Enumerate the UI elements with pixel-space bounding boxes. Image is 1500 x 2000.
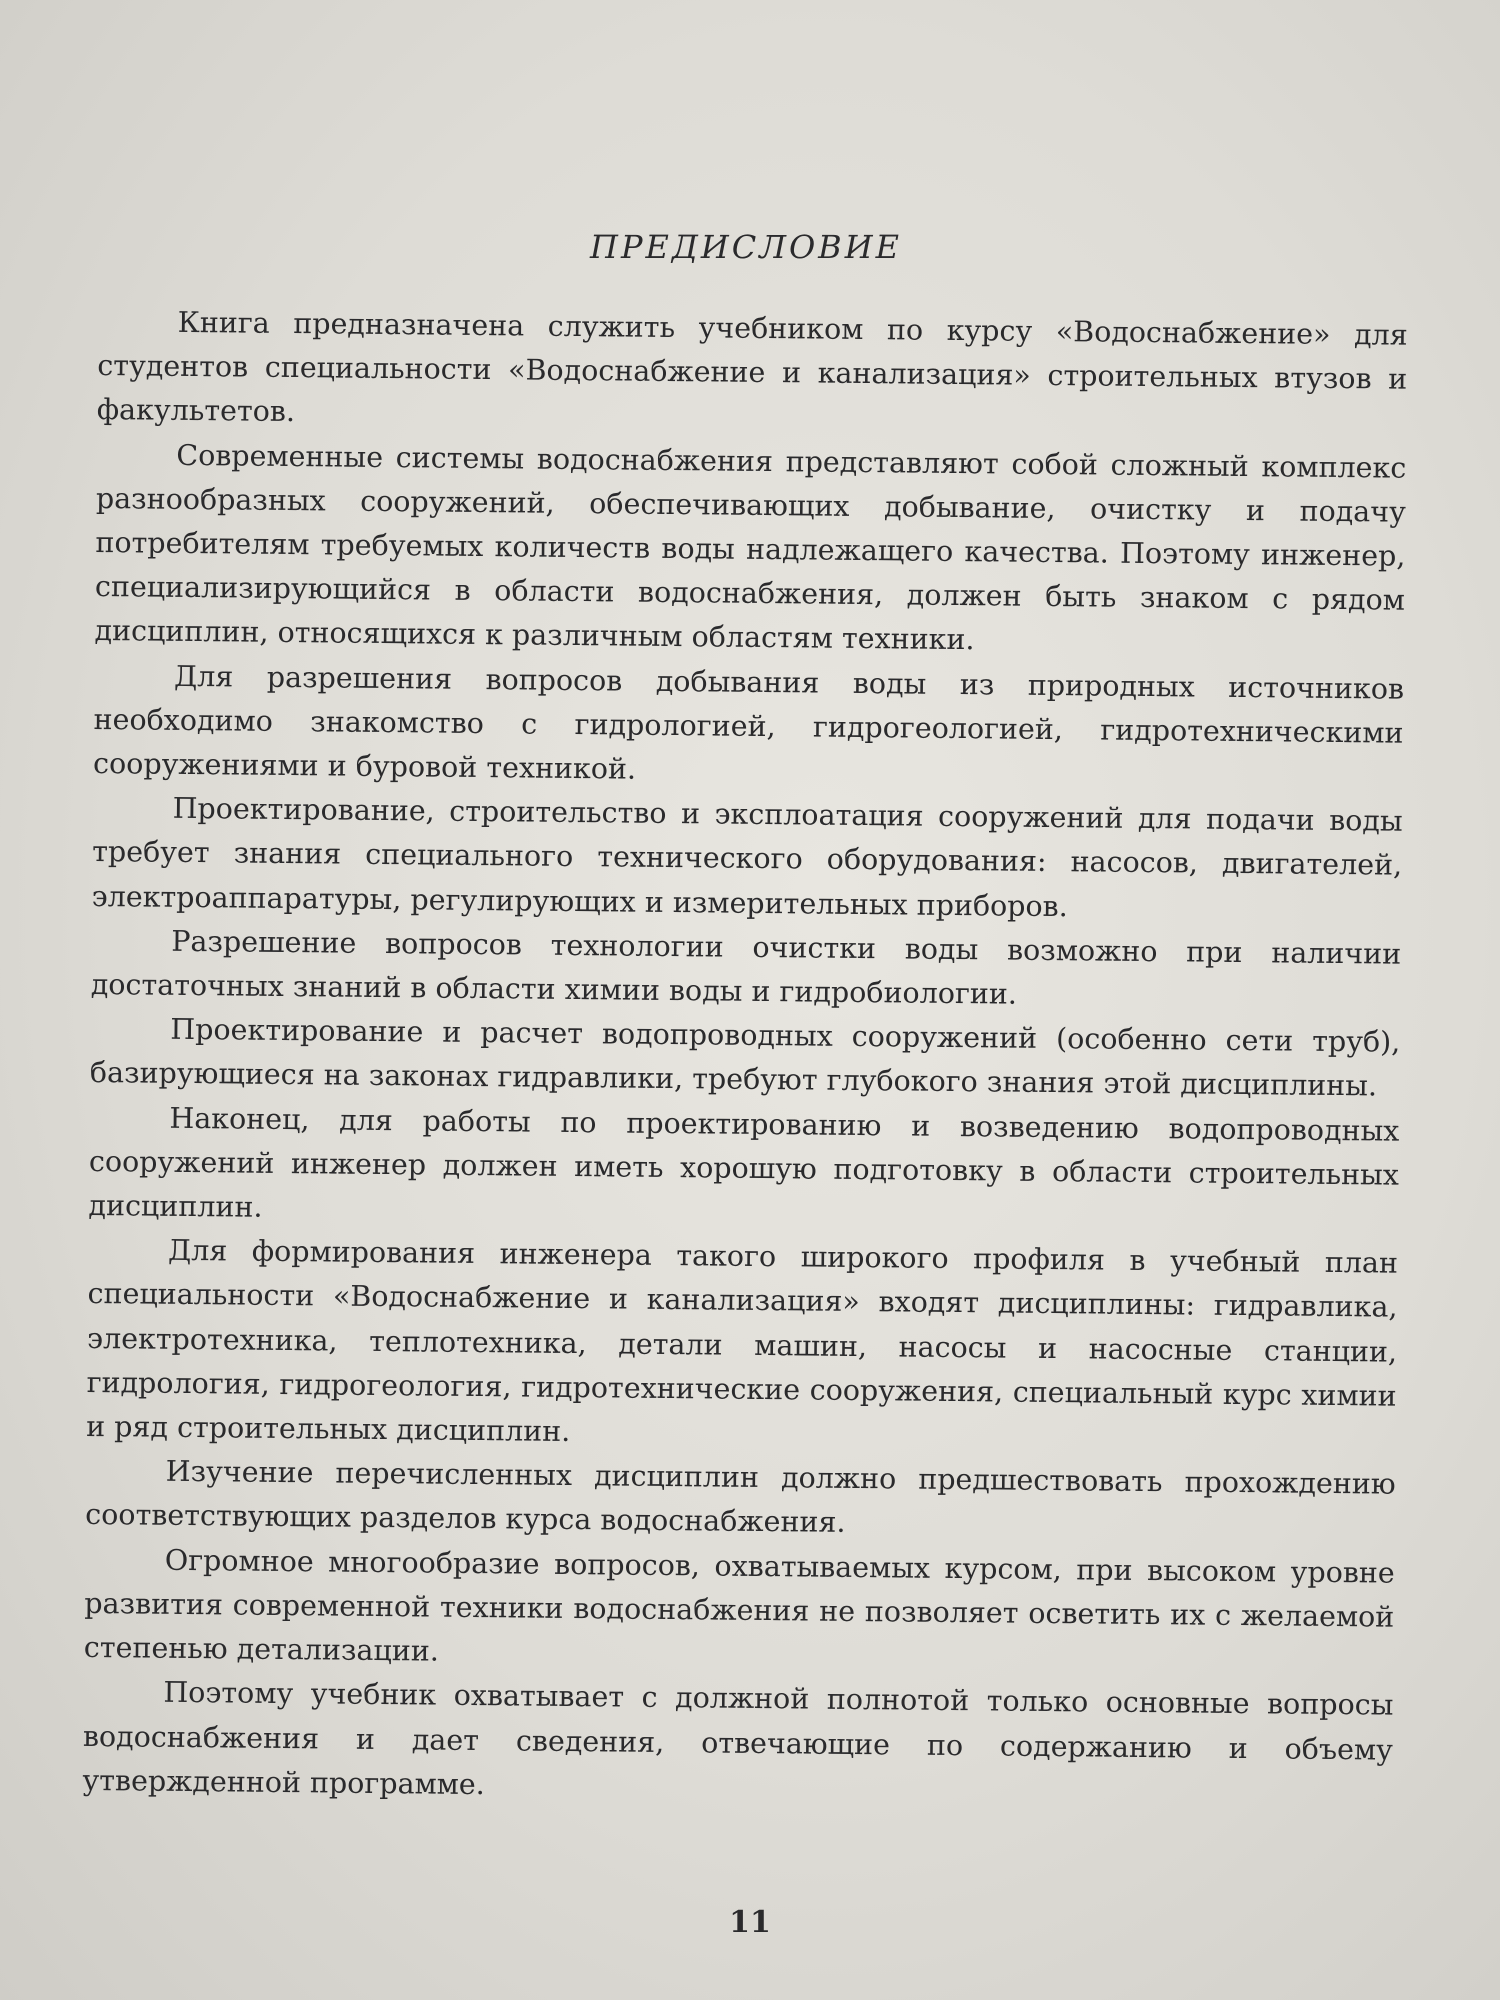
paragraph: Книга предназначена служить учебником по курсу «Водоснабжение» для студентов специальности «Водоснабжение и канализация» строительных втузов и факультетов. — [96, 305, 1408, 429]
paragraph: Проектирование и расчет водопроводных сооружений (особенно сети труб), базирующиеся на законах гидравлики, требуют глубокого знания этой дисциплины. — [89, 1013, 1401, 1103]
page-title: ПРЕДИСЛОВИЕ — [590, 228, 902, 266]
paragraph: Современные системы водоснабжения представляют собой сложный комплекс разнообразных сооружений, обеспечивающих добывание, очистку и подачу потребителям требуемых количеств воды надлежащего качества. Поэтому инженер, специализирующийся в области водоснабжения, должен быть знаком с рядом дисциплин, относящихся к различным областям техники. — [94, 438, 1407, 657]
paragraph: Изучение перечисленных дисциплин должно предшествовать прохождению соответствующих разделов курса водоснабжения. — [85, 1455, 1396, 1540]
paragraph: Разрешение вопросов технологии очистки воды возможно при наличии достаточных знаний в области химии воды и гидробиологии. — [90, 924, 1402, 1011]
paragraph: Наконец, для работы по проектированию и возведению водопроводных сооружений инженер должен иметь хорошую подготовку в области строительных дисциплин. — [88, 1101, 1400, 1224]
paragraph: Огромное многообразие вопросов, охватываемых курсом, при высоком уровне развития современной техники водоснабжения не позволяет осветить их с желаемой степенью детализации. — [83, 1543, 1395, 1668]
preface-text — [82, 300, 1408, 1817]
page-number: 11 — [729, 1905, 771, 1940]
paragraph: Проектирование, строительство и эксплоатация сооружений для подачи воды требует знания специального технического оборудования: насосов, двигателей, электроаппаратуры, регулирующих и измерительных приборов. — [91, 792, 1403, 923]
paragraph: Поэтому учебник охватывает с должной полнотой только основные вопросы водоснабжения и дает сведения, отвечающие по содержанию и объему утвержденной программе. — [82, 1676, 1394, 1801]
paragraph: Для формирования инженера такого широкого профиля в учебный план специальности «Водоснабжение и канализация» входят дисциплины: гидравлика, электротехника, теплотехника, детали машин, насосы и насосные станции, гидрология, гидрогеология, гидротехнические сооружения, специальный курс химии и ряд строительных дисциплин. — [86, 1234, 1399, 1449]
paragraph: Для разрешения вопросов добывания воды из природных источников необходимо знакомство с гидрологией, гидрогеологией, гидротехническими сооружениями и буровой техникой. — [92, 659, 1405, 786]
